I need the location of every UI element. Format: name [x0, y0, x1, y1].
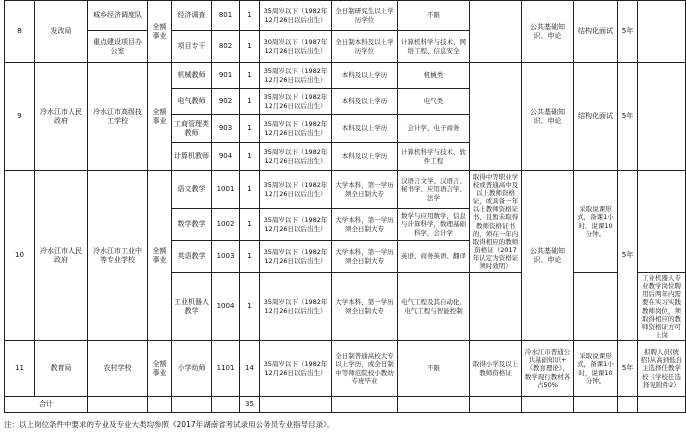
major-requirement: 电气类 — [398, 89, 470, 115]
position: 英语教学 — [172, 241, 212, 273]
age-requirement: 35周岁以下（1982年12月26日以后出生） — [260, 143, 332, 171]
position-code: 904 — [212, 143, 240, 171]
position: 机械教师 — [172, 63, 212, 89]
nature: 全额事业 — [148, 171, 172, 341]
unit: 农村学校 — [88, 341, 148, 397]
position: 项目专干 — [172, 31, 212, 63]
exam-content: 冷水江市普通公共基础知识+《教育理论》，数学现行教材各占50% — [522, 341, 574, 397]
service-period: 5年 — [618, 1, 638, 63]
education-requirement: 全日制研究生以上学历学位 — [332, 1, 398, 31]
department: 发改局 — [35, 1, 88, 63]
unit: 冷水江市高级技工学校 — [88, 63, 148, 171]
position-code: 902 — [212, 89, 240, 115]
recruitment-table-wrap — [4, 0, 683, 413]
table-row — [5, 1, 686, 31]
department: 冷水江市人民政府 — [35, 171, 88, 341]
major-requirement: 会计学、电子商务 — [398, 115, 470, 143]
total-count: 35 — [240, 397, 260, 413]
unit: 城乡经济调度队 — [88, 1, 148, 31]
major-requirement: 计算机科学与技术、网络工程、信息安全 — [398, 31, 470, 63]
position-count: 14 — [240, 341, 260, 397]
exam-content: 公共基础知识、申论 — [522, 171, 574, 341]
major-requirement: 数学与应用数学，信息与计算科学，数理基础科学，会计学 — [398, 209, 470, 241]
interview-method: 结构化面试 — [574, 1, 618, 63]
age-requirement: 35周岁以下（1982年12月26日以后出生） — [260, 89, 332, 115]
age-requirement: 35周岁以下（1982年12月26日以后出生） — [260, 115, 332, 143]
empty-cell — [212, 397, 240, 413]
empty-cell — [172, 397, 212, 413]
education-requirement: 本科及以上学历 — [332, 143, 398, 171]
education-requirement: 本科及以上学历 — [332, 115, 398, 143]
education-requirement: 全日制本科及以上学历学位 — [332, 31, 398, 63]
position: 工业机器人教学 — [172, 273, 212, 341]
empty-cell — [148, 397, 172, 413]
remark: 工业机器人专业教学岗位聘用后两年内需要在实习实践教师岗位，须取得相应的教师资格证方可上岗 — [638, 273, 686, 341]
age-requirement: 35周岁以下（1982年12月26日以后出生） — [260, 341, 332, 397]
empty-cell — [88, 397, 148, 413]
position-count: 1 — [240, 89, 260, 115]
education-requirement: 大学本科，第一学历须全日制大专 — [332, 273, 398, 341]
empty-cell — [398, 397, 470, 413]
table-row — [5, 341, 686, 397]
major-requirement: 不限 — [398, 1, 470, 31]
empty-cell — [638, 397, 686, 413]
position: 小学幼师 — [172, 341, 212, 397]
position-count: 1 — [240, 143, 260, 171]
position-count: 1 — [240, 241, 260, 273]
position-count: 1 — [240, 209, 260, 241]
exam-content: 公共基础知识、申论 — [522, 63, 574, 171]
interview-method — [574, 273, 618, 341]
department: 教育局 — [35, 341, 88, 397]
major-requirement: 汉语言文学、汉语言、秘书学、应用语言学、法学 — [398, 171, 470, 209]
service-period: 5年 — [618, 341, 638, 397]
row-number: 11 — [5, 341, 35, 397]
other-requirement — [470, 1, 522, 63]
education-requirement: 大学本科，第一学历须全日制大专 — [332, 209, 398, 241]
remark — [638, 63, 686, 171]
age-requirement: 30周岁以下（1987年12月26日以后出生） — [260, 31, 332, 63]
empty-cell — [574, 397, 618, 413]
footnote: 注：以上岗位条件中要求的专业及专业大类均参照《2017年湖南省考试录用公务员专业指导目录》。 — [4, 420, 335, 429]
nature: 全额事业 — [148, 63, 172, 171]
position-code: 901 — [212, 63, 240, 89]
interview-method: 结构化面试 — [574, 63, 618, 171]
age-requirement: 35周岁以下（1982年12月26日以后出生） — [260, 63, 332, 89]
interview-method: 采取说课形式，备课1小时，说课10分钟。 — [574, 171, 618, 273]
major-requirement: 不限 — [398, 341, 470, 397]
position-count: 1 — [240, 273, 260, 341]
position: 语文教学 — [172, 171, 212, 209]
empty-cell — [332, 397, 398, 413]
position: 电气教师 — [172, 89, 212, 115]
major-requirement: 英语、商务英语、翻译 — [398, 241, 470, 273]
education-requirement: 大学本科，第一学历须全日制大专 — [332, 241, 398, 273]
exam-content: 公共基础知识、申论 — [522, 1, 574, 63]
service-period: 5年 — [618, 171, 638, 341]
other-requirement — [470, 63, 522, 171]
education-requirement: 本科及以上学历 — [332, 63, 398, 89]
position: 计算机教师 — [172, 143, 212, 171]
age-requirement: 35周岁以下（1982年12月26日以后出生） — [260, 1, 332, 31]
other-requirement — [470, 273, 522, 341]
major-requirement: 机械类 — [398, 63, 470, 89]
total-label: 合计 — [5, 397, 88, 413]
position: 经济调查 — [172, 1, 212, 31]
service-period: 5年 — [618, 63, 638, 171]
row-number: 8 — [5, 1, 35, 63]
position-code: 1004 — [212, 273, 240, 341]
age-requirement: 35周岁以下（1982年12月26日以后出生） — [260, 273, 332, 341]
remark — [638, 171, 686, 273]
age-requirement: 35周岁以下（1982年12月26日以后出生） — [260, 241, 332, 273]
position: 数学教学 — [172, 209, 212, 241]
table-row — [5, 63, 686, 89]
row-number: 9 — [5, 63, 35, 171]
age-requirement: 35周岁以下（1982年12月26日以后出生） — [260, 171, 332, 209]
empty-cell — [260, 397, 332, 413]
position-count: 1 — [240, 1, 260, 31]
position-code: 903 — [212, 115, 240, 143]
table-total-row — [5, 397, 686, 413]
other-requirement: 取得小学及以上教师资格证 — [470, 341, 522, 397]
nature: 全额事业 — [148, 1, 172, 63]
empty-cell — [522, 397, 574, 413]
position-code: 1003 — [212, 241, 240, 273]
major-requirement: 计算机科学与技术、软件工程 — [398, 143, 470, 171]
position-count: 1 — [240, 171, 260, 209]
empty-cell — [618, 397, 638, 413]
table-row — [5, 171, 686, 209]
age-requirement: 35周岁以下（1982年12月26日以后出生） — [260, 209, 332, 241]
position: 工商管理类教师 — [172, 115, 212, 143]
recruitment-table — [4, 0, 686, 413]
education-requirement: 本科及以上学历 — [332, 89, 398, 115]
unit: 冷水江市工业中等专业学校 — [88, 171, 148, 341]
other-requirement: 取得中等职业学校或普通高中及以上教师资格证，或具备一年以上教师资格证书，且暂未取得教师资格证书的，须在一年内取得相应的教师资格证（2017年认定为资格证须时效明） — [470, 171, 522, 273]
education-requirement: 大学本科，第一学历须全日制大专 — [332, 171, 398, 209]
position-code: 1101 — [212, 341, 240, 397]
row-number: 10 — [5, 171, 35, 341]
position-count: 1 — [240, 115, 260, 143]
position-code: 802 — [212, 31, 240, 63]
remark: 拟聘人员(统招)从高到低自主选择任教学校（学校任选择见附件2） — [638, 341, 686, 397]
nature: 全额事业 — [148, 341, 172, 397]
position-count: 1 — [240, 63, 260, 89]
position-code: 1001 — [212, 171, 240, 209]
unit: 重点建设项目办公室 — [88, 31, 148, 63]
position-code: 801 — [212, 1, 240, 31]
major-requirement: 电气工程及其自动化、电气工程与智能控制 — [398, 273, 470, 341]
position-count: 1 — [240, 31, 260, 63]
interview-method: 采取说课形式，备课1小时，说课10分钟。 — [574, 341, 618, 397]
remark — [638, 1, 686, 63]
education-requirement: 全日制普通高校大专以上学历，或全日制中等师范院校小教幼专班毕业 — [332, 341, 398, 397]
department: 冷水江市人民政府 — [35, 63, 88, 171]
position-code: 1002 — [212, 209, 240, 241]
empty-cell — [470, 397, 522, 413]
